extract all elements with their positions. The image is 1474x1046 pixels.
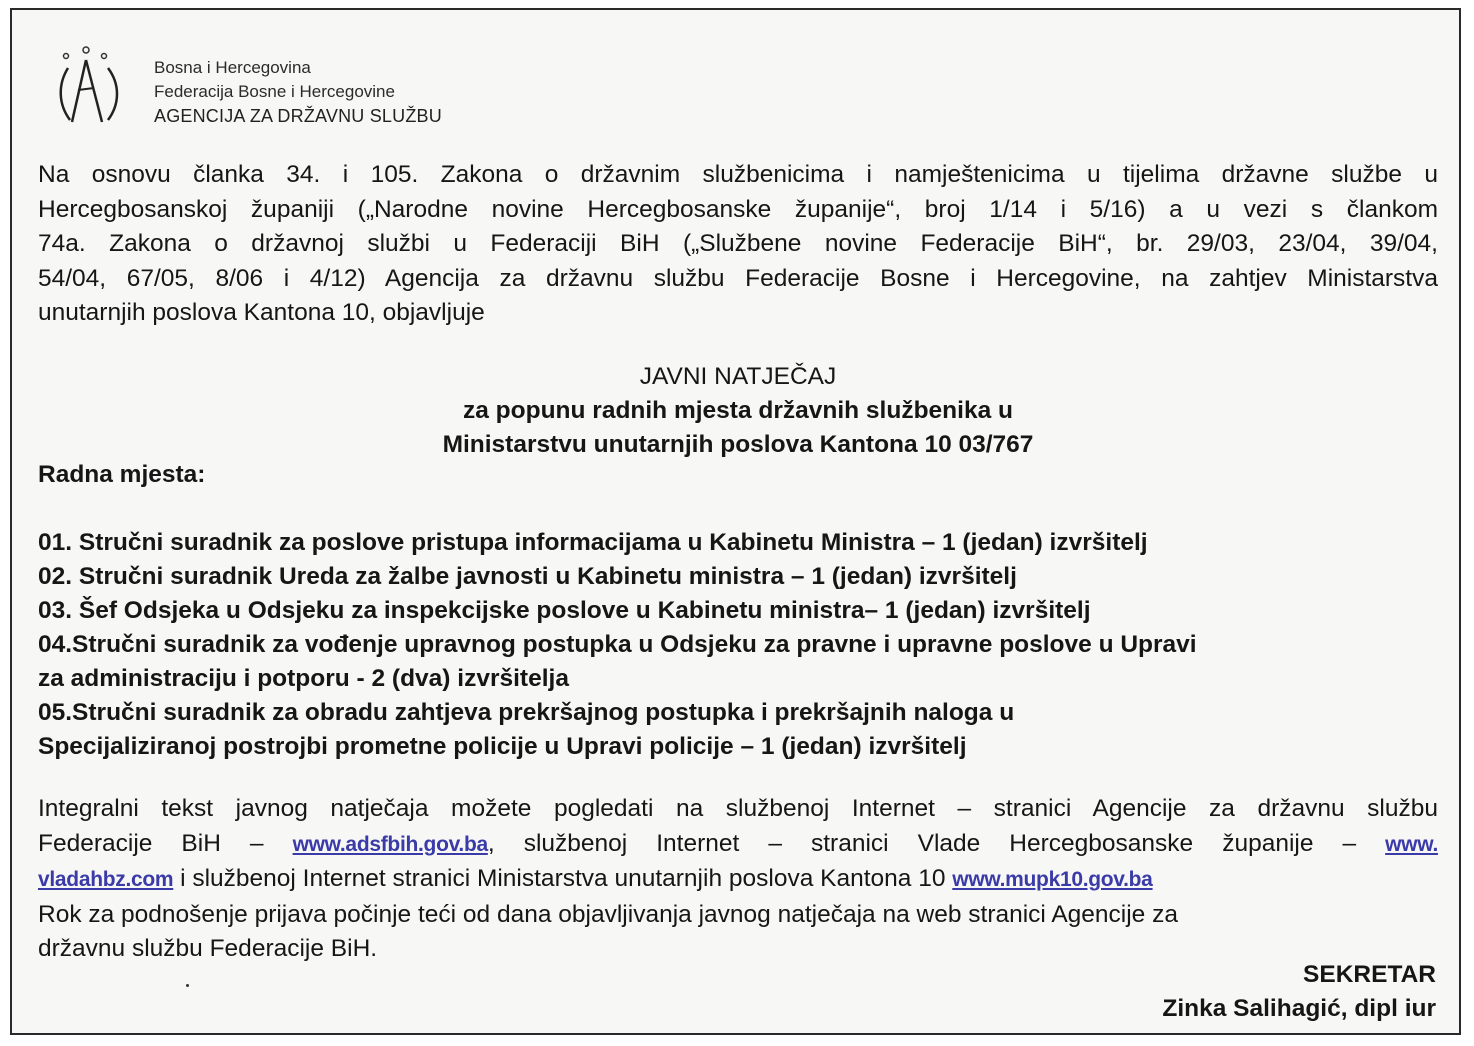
link-mupk10[interactable]: www.mupk10.gov.ba (952, 868, 1153, 891)
closing-line: državnu službu Federacije BiH. (38, 935, 378, 962)
closing-text: , službenoj Internet – stranici Vlade Hercegbosanske županije – (487, 829, 1386, 857)
org-federation: Federacija Bosne i Hercegovine (154, 82, 395, 101)
closing-text: i službenoj Internet stranici Ministarstva unutarnjih poslova Kantona 10 (173, 865, 953, 892)
positions-list (38, 526, 1438, 764)
closing-line: Rok za podnošenje prijava počinje teći od dana objavljivanja javnog natječaja na web stranici Agencije za (38, 900, 1178, 928)
link-adsfbih[interactable]: www.adsfbih.gov.ba (292, 832, 488, 856)
closing-line (38, 827, 1438, 863)
positions-heading: Radna mjesta: (38, 461, 206, 488)
scan-speck (186, 984, 189, 987)
intro-line: 74a. Zakona o državnoj službi u Federaciji BiH („Službene novine Federacije BiH“, br. 29/03, 23/04, 39/04, (38, 230, 1438, 257)
intro-line: Hercegbosanskoj županiji („Narodne novine Hercegbosanske županije“, broj 1/14 i 5/16) a u vezi s člankom (38, 195, 1438, 223)
org-agency: AGENCIJA ZA DRŽAVNU SLUŽBU (154, 106, 442, 126)
closing-line (38, 862, 1438, 898)
list-item: 01. Stručni suradnik za poslove pristupa informacijama u Kabinetu Ministra – 1 (jedan) izvršitelj (38, 529, 1148, 556)
list-item: 03. Šef Odsjeka u Odsjeku za inspekcijske poslove u Kabinetu ministra– 1 (jedan) izvršitelj (38, 597, 1091, 624)
list-item: 04.Stručni suradnik za vođenje upravnog postupka u Odsjeku za pravne i upravne poslove u Upravi (38, 631, 1197, 658)
closing-line: Integralni tekst javnog natječaja možete pogledati na službenoj Internet – stranici Agencije za državnu službu (38, 795, 1438, 822)
list-item: za administraciju i potporu - 2 (dva) izvršitelja (38, 665, 569, 692)
signature-role: SEKRETAR (1303, 961, 1436, 988)
intro-line: 54/04, 67/05, 8/06 i 4/12) Agencija za državnu službu Federacije Bosne i Hercegovine, na zahtjev Ministarstva (38, 264, 1438, 292)
closing-text: Federacije BiH – (38, 829, 293, 857)
agency-name-block (154, 56, 442, 128)
agency-emblem-icon (58, 44, 138, 136)
intro-line: Na osnovu članka 34. i 105. Zakona o državnim službenicima i namještenicima u tijelima državne službe u (38, 161, 1438, 188)
title-subheading: Ministarstvu unutarnjih poslova Kantona 10 03/767 (442, 431, 1034, 458)
notice-title (38, 360, 1438, 462)
title-subheading: za popunu radnih mjesta državnih službenika u (463, 397, 1013, 424)
org-country: Bosna i Hercegovina (154, 58, 311, 77)
link-vladahbz-part2[interactable]: vladahbz.com (38, 868, 174, 891)
agency-header (58, 44, 538, 136)
list-item: Specijaliziranoj postrojbi prometne policije u Upravi policije – 1 (jedan) izvršitelj (38, 733, 967, 760)
title-heading: JAVNI NATJEČAJ (639, 363, 837, 390)
list-item: 02. Stručni suradnik Ureda za žalbe javnosti u Kabinetu ministra – 1 (jedan) izvršitelj (38, 563, 1017, 590)
signature-block (1162, 958, 1436, 1026)
closing-paragraph (38, 792, 1438, 967)
intro-paragraph (38, 158, 1438, 331)
intro-line: unutarnjih poslova Kantona 10, objavljuje (38, 299, 485, 326)
signature-name: Zinka Salihagić, dipl iur (1162, 995, 1436, 1022)
list-item: 05.Stručni suradnik za obradu zahtjeva prekršajnog postupka i prekršajnih naloga u (38, 699, 1015, 726)
link-vladahbz-part1[interactable]: www. (1385, 832, 1438, 856)
